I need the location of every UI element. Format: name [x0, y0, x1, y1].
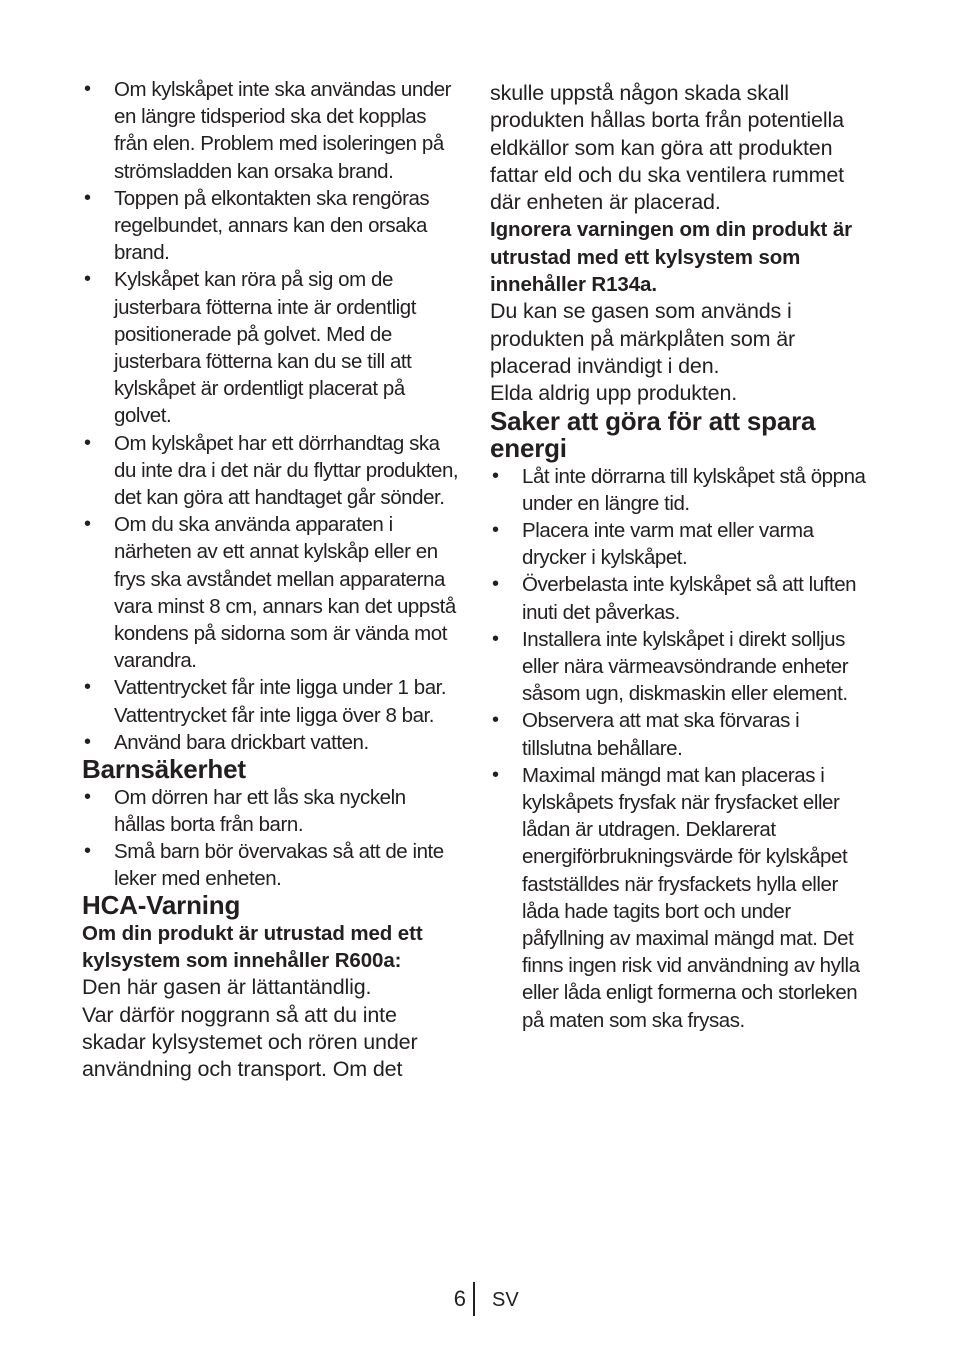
list-item: • Om kylskåpet inte ska användas under en längre tidsperiod ska det kopplas från elen. Problem med isoleringen på strömsladden kan orsaka brand. — [82, 76, 460, 185]
child-safety-list — [82, 784, 460, 893]
child-safety-heading: Barnsäkerhet — [82, 754, 246, 785]
footer-divider — [473, 1282, 475, 1316]
list-item: • Överbelasta inte kylskåpet så att luften inuti det påverkas. — [490, 571, 872, 625]
language-code: SV — [492, 1289, 519, 1311]
list-item: • Små barn bör övervakas så att de inte leker med enheten. — [82, 838, 460, 892]
energy-saving-list — [490, 463, 872, 1034]
r134a-text: Du kan se gasen som används i produkten på märkplåten som är placerad invändigt i den. — [490, 299, 796, 378]
energy-saving-heading: Saker att göra för att spara energi — [490, 405, 816, 464]
hca-warning-text-1: Den här gasen är lättantändlig. — [82, 975, 372, 1000]
right-column — [490, 80, 872, 1034]
no-burn-text: Elda aldrig upp produkten. — [490, 381, 738, 406]
list-item: • Placera inte varm mat eller varma drycker i kylskåpet. — [490, 517, 872, 571]
list-item: • Vattentrycket får inte ligga under 1 bar. Vattentrycket får inte ligga över 8 bar. — [82, 674, 460, 728]
list-item: • Toppen på elkontakten ska rengöras regelbundet, annars kan den orsaka brand. — [82, 185, 460, 267]
list-item: • Om dörren har ett lås ska nyckeln hållas borta från barn. — [82, 784, 460, 838]
list-item: • Om du ska använda apparaten i närheten av ett annat kylskåp eller en frys ska avståndet mellan apparaterna vara minst 8 cm, annars kan det uppstå kondens på sidorna som är vända mot varandra. — [82, 511, 460, 674]
safety-bullet-list — [82, 76, 460, 756]
page-footer — [0, 1282, 954, 1316]
hca-warning-subheading: Om din produkt är utrustad med ett kylsystem som innehåller R600a: — [82, 921, 423, 973]
list-item: • Använd bara drickbart vatten. — [82, 729, 460, 756]
list-item: • Låt inte dörrarna till kylskåpet stå öppna under en längre tid. — [490, 463, 872, 517]
hca-continuation-text: skulle uppstå någon skada skall produkten hållas borta från potentiella eldkällor som kan göra att produkten fattar eld och du ska ventilera rummet där enheten är placerad. — [490, 81, 844, 215]
left-column — [82, 76, 460, 1084]
list-item: • Kylskåpet kan röra på sig om de justerbara fötterna inte är ordentligt positionerade på golvet. Med de justerbara fötterna kan du se till att kylskåpet är ordentligt placerat på golvet. — [82, 266, 460, 429]
list-item: • Observera att mat ska förvaras i tillslutna behållare. — [490, 707, 872, 761]
list-item: • Installera inte kylskåpet i direkt solljus eller nära värmeavsöndrande enheter såsom ugn, diskmaskin eller element. — [490, 626, 872, 708]
hca-warning-text-2: Var därför noggrann så att du inte skadar kylsystemet och rören under användning och transport. Om det — [82, 1002, 418, 1082]
hca-warning-heading: HCA-Varning — [82, 890, 241, 921]
list-item: • Maximal mängd mat kan placeras i kylskåpets frysfak när frysfacket eller lådan är utdragen. Deklarerat energiförbrukningsvärde för kylskåpet fastställdes när frysfackets hylla eller låda hade tagits bort och under påfyllning av maximal mängd mat. Det finns ingen risk vid användning av hylla eller låda enligt formerna och storleken på maten som ska frysas. — [490, 762, 872, 1034]
r134a-heading: Ignorera varningen om din produkt är utrustad med ett kylsystem som innehåller R134a. — [490, 218, 853, 297]
list-item: • Om kylskåpet har ett dörrhandtag ska du inte dra i det när du flyttar produkten, det kan göra att handtaget går sönder. — [82, 430, 460, 512]
page-number: 6 — [453, 1286, 466, 1311]
